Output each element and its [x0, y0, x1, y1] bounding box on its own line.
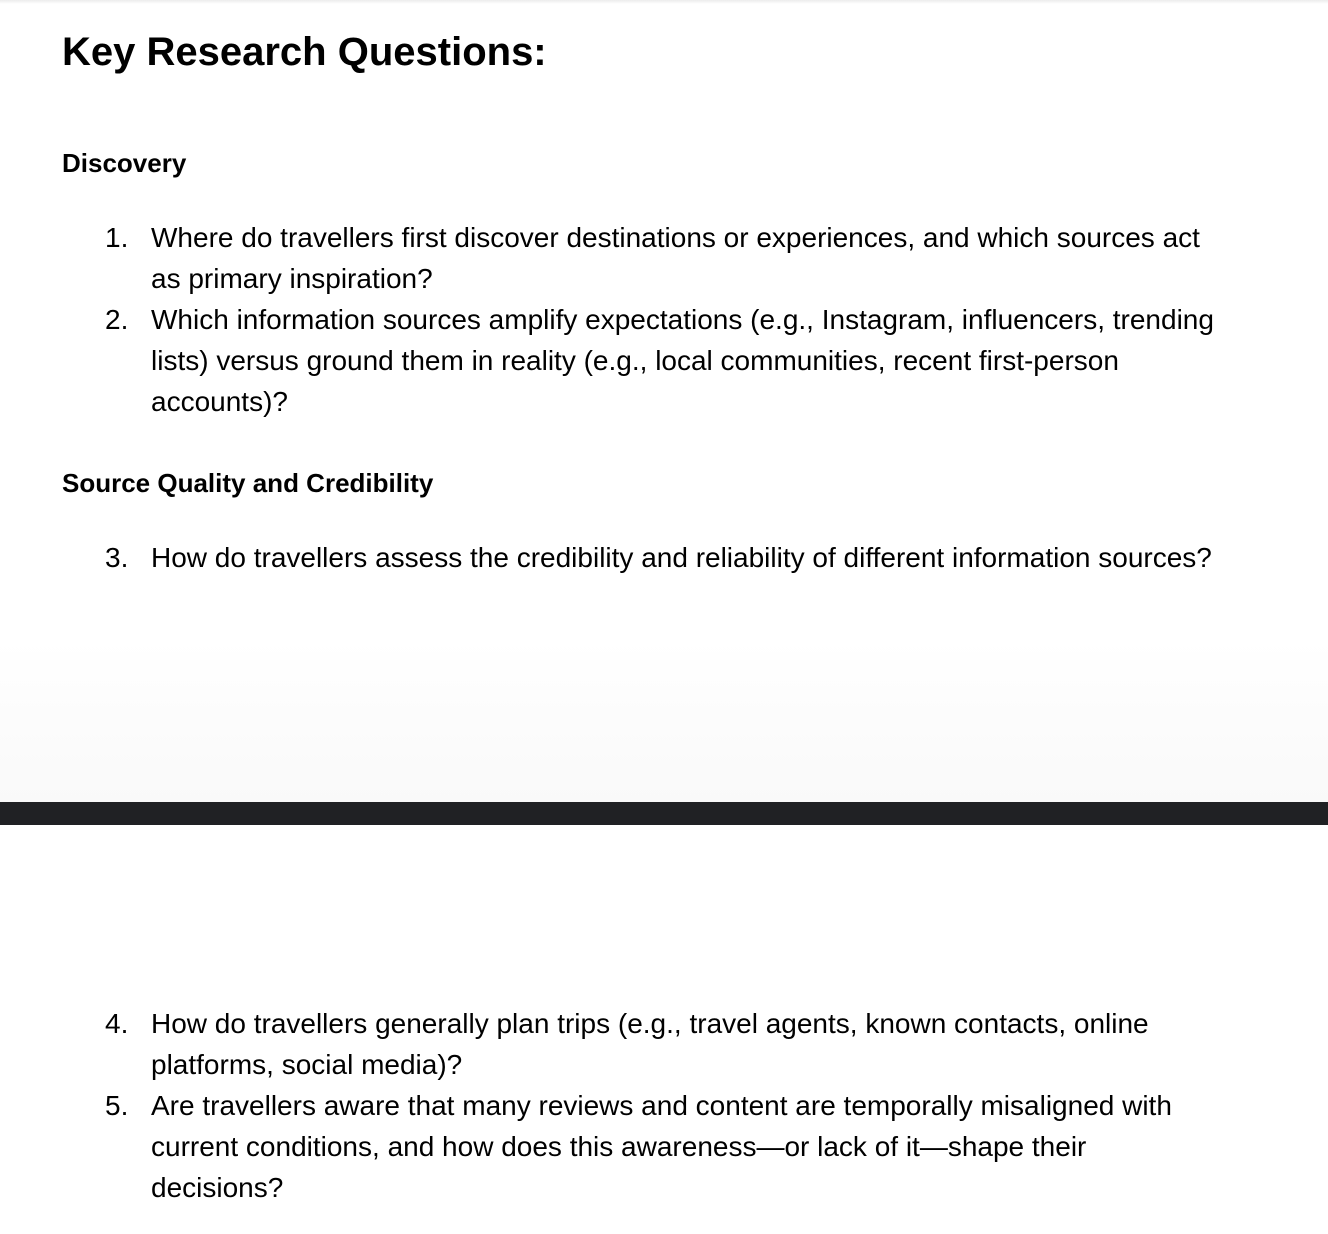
question-number: 1.	[105, 222, 129, 253]
section-heading-discovery: Discovery	[62, 148, 187, 178]
question-list-source-quality	[105, 537, 1225, 578]
question-list-continued	[105, 1003, 1225, 1208]
question-text: Are travellers aware that many reviews and content are temporally misaligned with current conditions, and how does this awareness—or lack of it—shape their decisions?	[151, 1090, 1172, 1203]
page-edge-shadow	[0, 0, 1328, 4]
question-number: 4.	[105, 1008, 129, 1039]
question-text: How do travellers generally plan trips (e.g., travel agents, known contacts, online platforms, social media)?	[151, 1008, 1149, 1080]
question-text: How do travellers assess the credibility and reliability of different information sources?	[151, 542, 1212, 573]
question-number: 2.	[105, 304, 129, 335]
question-number: 5.	[105, 1090, 129, 1121]
section-heading-source-quality: Source Quality and Credibility	[62, 468, 434, 498]
question-number: 3.	[105, 542, 129, 573]
page-title: Key Research Questions:	[62, 30, 547, 74]
question-text: Where do travellers first discover destinations or experiences, and which sources act as primary inspiration?	[151, 222, 1200, 294]
question-item	[105, 217, 1225, 299]
question-item	[105, 299, 1225, 422]
document-page-2	[0, 825, 1328, 1234]
page-break-divider	[0, 802, 1328, 825]
question-item	[105, 1003, 1225, 1085]
question-list-discovery	[105, 217, 1225, 422]
question-item	[105, 1085, 1225, 1208]
question-item	[105, 537, 1225, 578]
question-text: Which information sources amplify expectations (e.g., Instagram, influencers, trending lists) versus ground them in reality (e.g., local communities, recent first-person accounts)?	[151, 304, 1214, 417]
